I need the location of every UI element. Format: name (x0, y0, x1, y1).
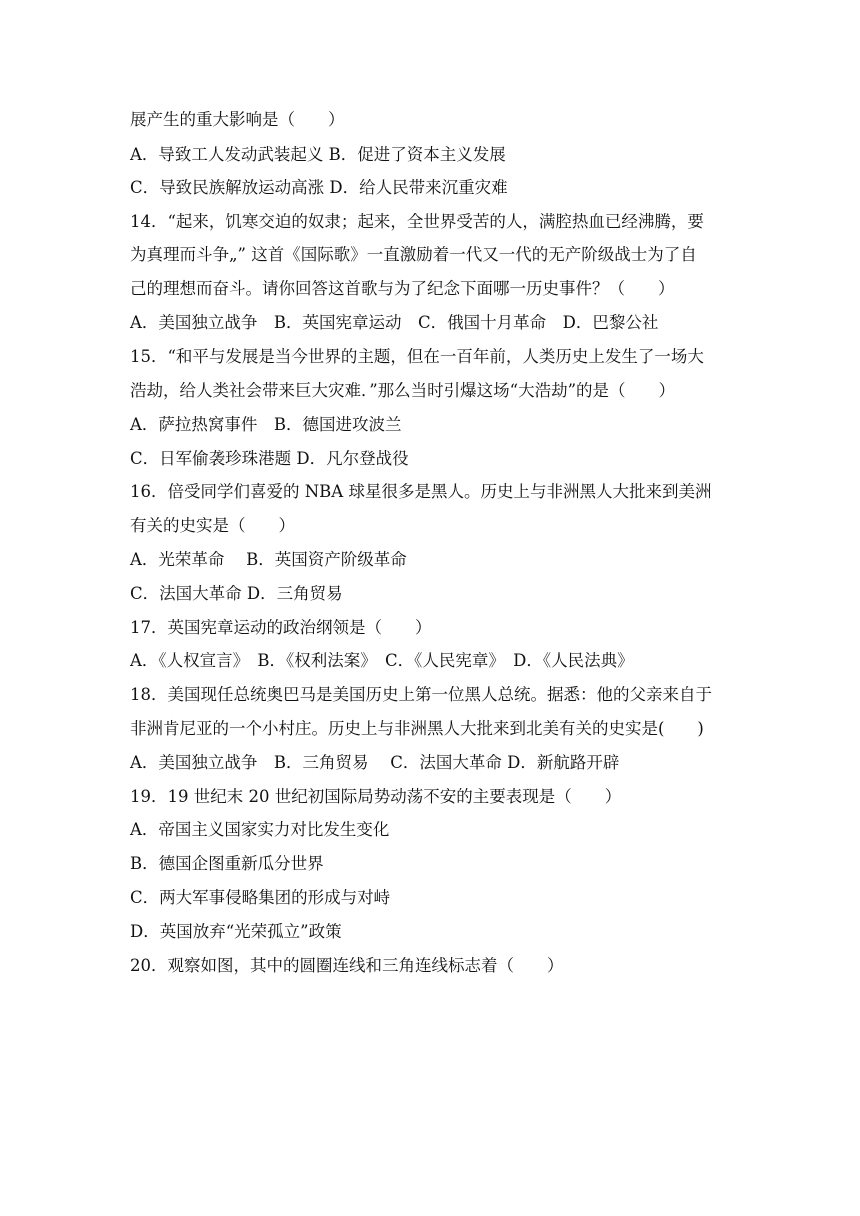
q19-option-a: A．帝国主义国家实力对比发生变化 (130, 820, 390, 839)
q15-stem-line-1: 15．“和平与发展是当今世界的主题，但在一百年前，人类历史上发生了一场大 (130, 347, 704, 366)
q19-option-d: D．英国放弃“光荣孤立”政策 (130, 922, 342, 941)
q19-option-b: B．德国企图重新瓜分世界 (130, 854, 324, 873)
q17-stem: 17．英国宪章运动的政治纲领是（ ） (130, 618, 432, 637)
q20-stem: 20．观察如图，其中的圆圈连线和三角连线标志着（ ） (130, 956, 564, 975)
q18-stem-line-2: 非洲肯尼亚的一个小村庄。历史上与非洲黑人大批来到北美有关的史实是( ) (130, 719, 704, 738)
q15-options-ab: A．萨拉热窝事件 B．德国进攻波兰 (130, 415, 402, 434)
q16-options-ab: A．光荣革命 B．英国资产阶级革命 (130, 550, 407, 569)
q19-stem: 19．19 世纪末 20 世纪初国际局势动荡不安的主要表现是（ ） (130, 787, 622, 806)
q14-stem-line-3: 己的理想而奋斗。请你回答这首歌与为了纪念下面哪一历史事件？（ ） (130, 279, 675, 298)
q13-stem-continued: 展产生的重大影响是（ ） (130, 110, 345, 129)
q13-options-ab: A．导致工人发动武装起义 B．促进了资本主义发展 (130, 145, 506, 164)
q15-options-cd: C．日军偷袭珍珠港题 D．凡尔登战役 (130, 449, 409, 468)
q14-stem-line-1: 14．“起来，饥寒交迫的奴隶；起来，全世界受苦的人，满腔热血已经沸腾，要 (130, 212, 704, 231)
q16-stem-line-2: 有关的史实是（ ） (130, 516, 295, 535)
q14-options: A．美国独立战争 B．英国宪章运动 C．俄国十月革命 D．巴黎公社 (130, 313, 659, 332)
q14-stem-line-2: 为真理而斗争„” 这首《国际歌》一直激励着一代又一代的无产阶级战士为了自 (130, 245, 697, 264)
q16-options-cd: C．法国大革命 D．三角贸易 (130, 584, 343, 603)
q18-stem-line-1: 18．美国现任总统奥巴马是美国历史上第一位黑人总统。据悉：他的父亲来自于 (130, 685, 712, 704)
q13-options-cd: C．导致民族解放运动高涨 D．给人民带来沉重灾难 (130, 178, 508, 197)
q15-stem-line-2: 浩劫，给人类社会带来巨大灾难．”那么当时引爆这场“大浩劫”的是（ ） (130, 381, 676, 400)
q17-options: A．《人权宣言》 B．《权利法案》 C．《人民宪章》 D．《人民法典》 (130, 651, 634, 670)
q16-stem-line-1: 16．倍受同学们喜爱的 NBA 球星很多是黑人。历史上与非洲黑人大批来到美洲 (130, 482, 712, 501)
q19-option-c: C．两大军事侵略集团的形成与对峙 (130, 888, 391, 907)
q18-options: A．美国独立战争 B．三角贸易 C．法国大革命 D．新航路开辟 (130, 753, 620, 772)
